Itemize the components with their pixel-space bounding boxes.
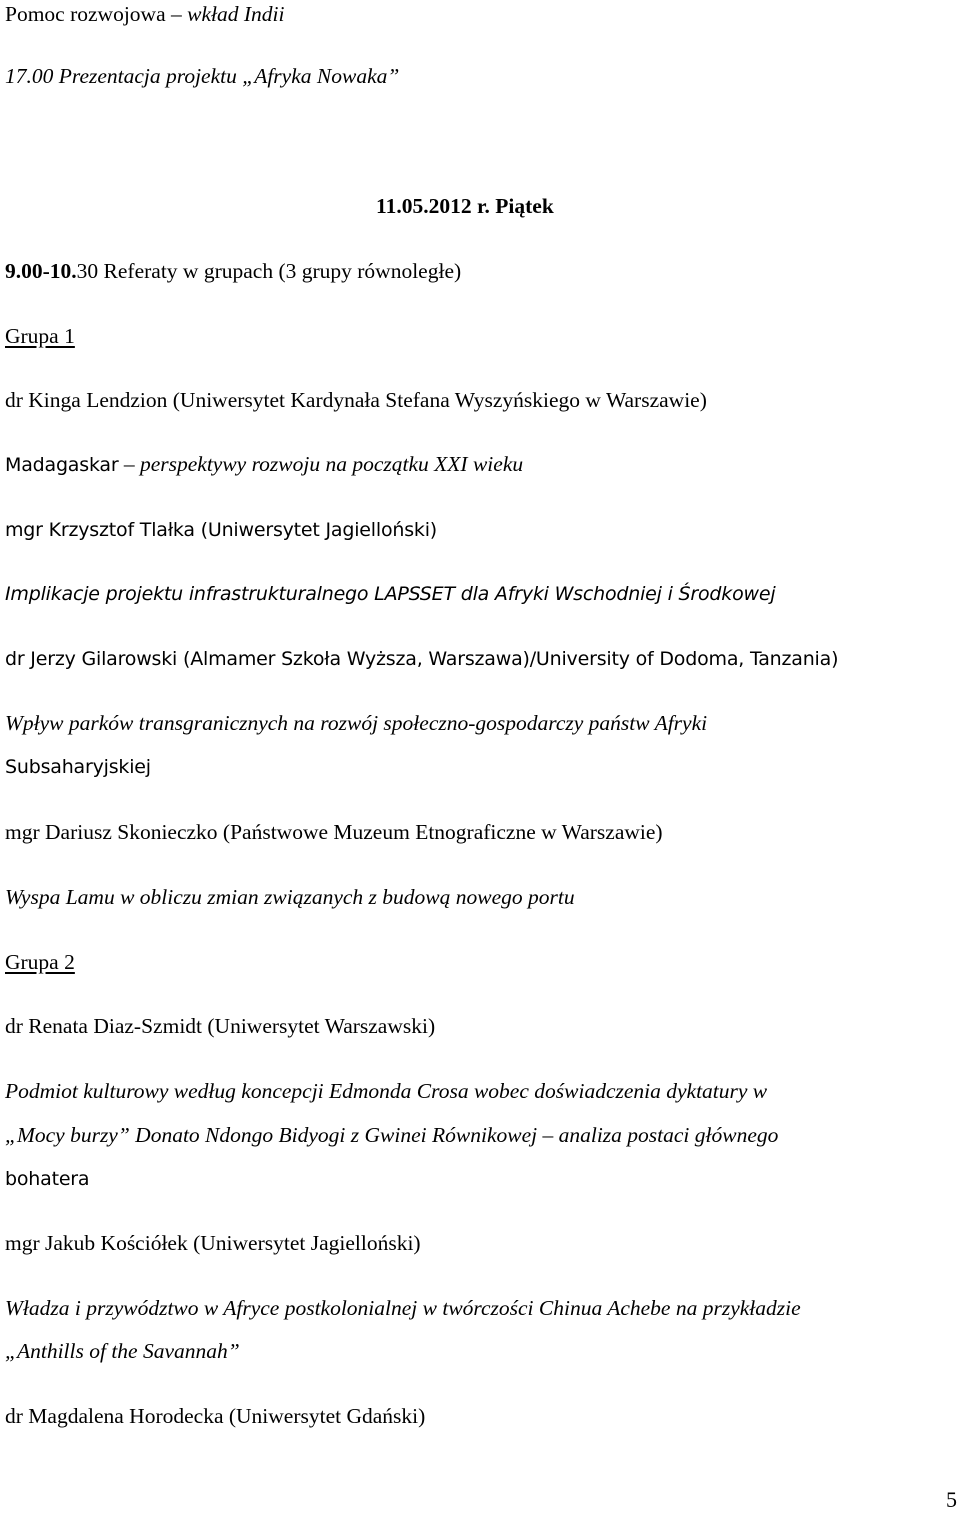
line-indie xyxy=(5,0,284,28)
text-segment: mgr Krzysztof Tlałka (Uniwersytet Jagielloński) xyxy=(5,519,438,541)
text-segment: dr Magdalena Horodecka (Uniwersytet Gdański) xyxy=(5,1404,426,1428)
speaker-kosciolek xyxy=(5,1229,421,1257)
title-achebe-line-2 xyxy=(5,1337,240,1365)
text-segment: „Anthills of the Savannah” xyxy=(5,1339,240,1363)
group-heading-2 xyxy=(5,948,75,976)
text-segment: 30 Referaty w grupach (3 grupy równoległe) xyxy=(76,259,462,283)
session-heading xyxy=(5,257,461,285)
text-segment: Władza i przywództwo w Afryce postkolonialnej w twórczości Chinua Achebe na przykładzie xyxy=(5,1296,801,1320)
text-segment: Wyspa Lamu w obliczu zmian związanych z budową nowego portu xyxy=(5,885,575,909)
title-madagaskar xyxy=(5,450,523,479)
speaker-diaz-szmidt xyxy=(5,1012,435,1040)
text-segment: Podmiot kulturowy według koncepcji Edmonda Crosa wobec doświadczenia dyktatury w xyxy=(5,1079,768,1103)
text-segment: – perspektywy rozwoju na początku XXI wieku xyxy=(118,452,524,476)
line-presentation xyxy=(5,62,399,90)
text-segment: „Mocy burzy” Donato Ndongo Bidyogi z Gwinei Równikowej – analiza postaci głównego xyxy=(5,1123,779,1147)
text-segment: mgr Dariusz Skonieczko (Państwowe Muzeum Etnograficzne w Warszawie) xyxy=(5,820,663,844)
text-segment: Grupa 2 xyxy=(5,950,75,974)
text-segment: Wpływ parków transgranicznych na rozwój społeczno-gospodarczy państw Afryki xyxy=(5,711,708,735)
speaker-gilarowski xyxy=(5,645,838,673)
title-cros-line-1 xyxy=(5,1077,767,1105)
text-segment: dr Kinga Lendzion (Uniwersytet Kardynała Stefana Wyszyńskiego w Warszawie) xyxy=(5,388,707,412)
title-parki-line-2 xyxy=(5,753,151,781)
title-achebe-line-1 xyxy=(5,1294,801,1322)
title-lamu xyxy=(5,883,575,911)
text-segment: 9.00-10. xyxy=(5,259,77,283)
title-parki-line-1 xyxy=(5,709,707,737)
speaker-horodecka xyxy=(5,1402,425,1430)
group-heading-1 xyxy=(5,322,75,350)
text-segment: dr Renata Diaz-Szmidt (Uniwersytet Warszawski) xyxy=(5,1014,436,1038)
text-segment: Implikacje projektu infrastrukturalnego LAPSSET dla Afryki Wschodniej i Środkowej xyxy=(5,583,776,605)
day-heading xyxy=(376,192,554,220)
text-segment: Madagaskar xyxy=(5,454,119,476)
speaker-skonieczko xyxy=(5,818,663,846)
title-lapsset xyxy=(5,580,775,608)
speaker-tlalka xyxy=(5,516,437,544)
text-segment: dr Jerzy Gilarowski (Almamer Szkoła Wyższa, Warszawa)/University of Dodoma, Tanzania) xyxy=(5,648,839,670)
title-cros-line-2 xyxy=(5,1121,778,1149)
text-segment: Grupa 1 xyxy=(5,324,75,348)
title-cros-line-3 xyxy=(5,1165,89,1193)
text-segment: 11.05.2012 r. Piątek xyxy=(376,194,554,218)
speaker-lendzion xyxy=(5,386,707,414)
text-segment: Subsaharyjskiej xyxy=(5,756,151,778)
text-segment: 17.00 Prezentacja projektu „Afryka Nowaka” xyxy=(5,64,400,88)
text-segment: wkład Indii xyxy=(187,2,285,26)
text-segment: mgr Jakub Kościółek (Uniwersytet Jagielloński) xyxy=(5,1231,421,1255)
text-segment: bohatera xyxy=(5,1168,90,1190)
text-segment: Pomoc rozwojowa – xyxy=(5,2,188,26)
page-number: 5 xyxy=(946,1487,957,1512)
